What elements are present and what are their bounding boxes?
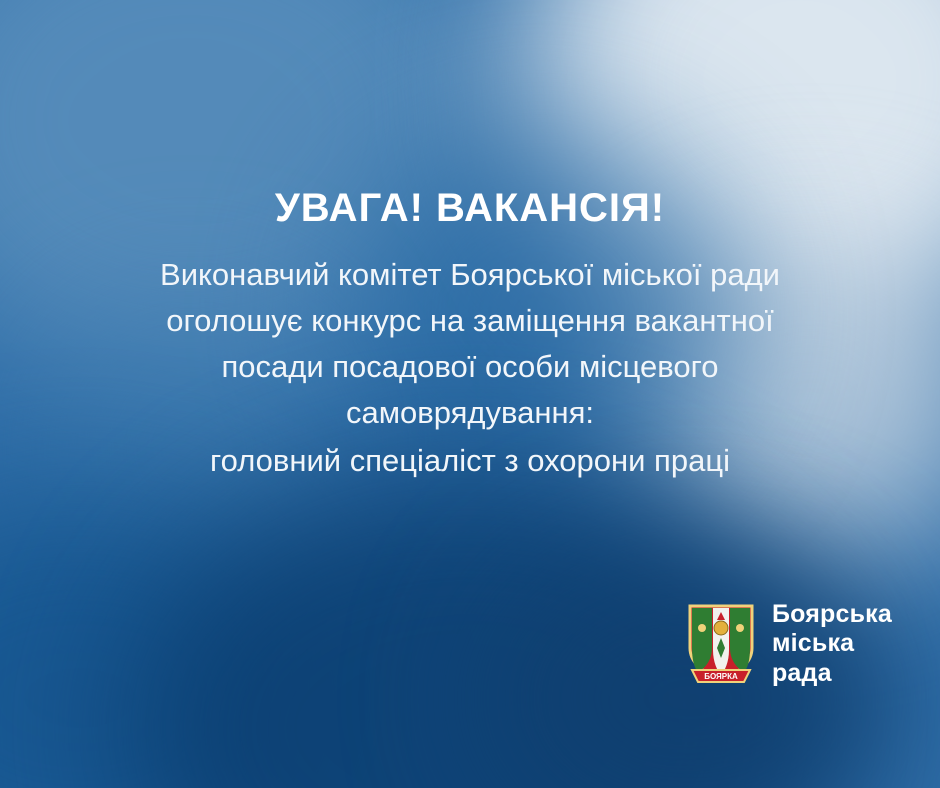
announcement-line: Виконавчий комітет Боярської міської ради <box>160 257 780 292</box>
page-title: УВАГА! ВАКАНСІЯ! <box>274 186 666 230</box>
announcement-line: оголошує конкурс на заміщення вакантної <box>166 302 774 338</box>
logo-line: рада <box>771 658 832 687</box>
coat-of-arms-icon <box>684 598 758 690</box>
announcement-line: посади посадової особи місцевого <box>221 348 719 384</box>
logo <box>684 598 892 690</box>
logo-line: Боярська <box>771 599 892 628</box>
logo-line: міська <box>771 629 855 658</box>
logo-text <box>772 600 892 689</box>
announcement-line: самоврядування: <box>345 394 595 430</box>
announcement-line: головний спеціаліст з охорони праці <box>210 442 730 478</box>
announcement-text <box>50 252 890 483</box>
crest-caption: БОЯРКА <box>704 672 738 681</box>
